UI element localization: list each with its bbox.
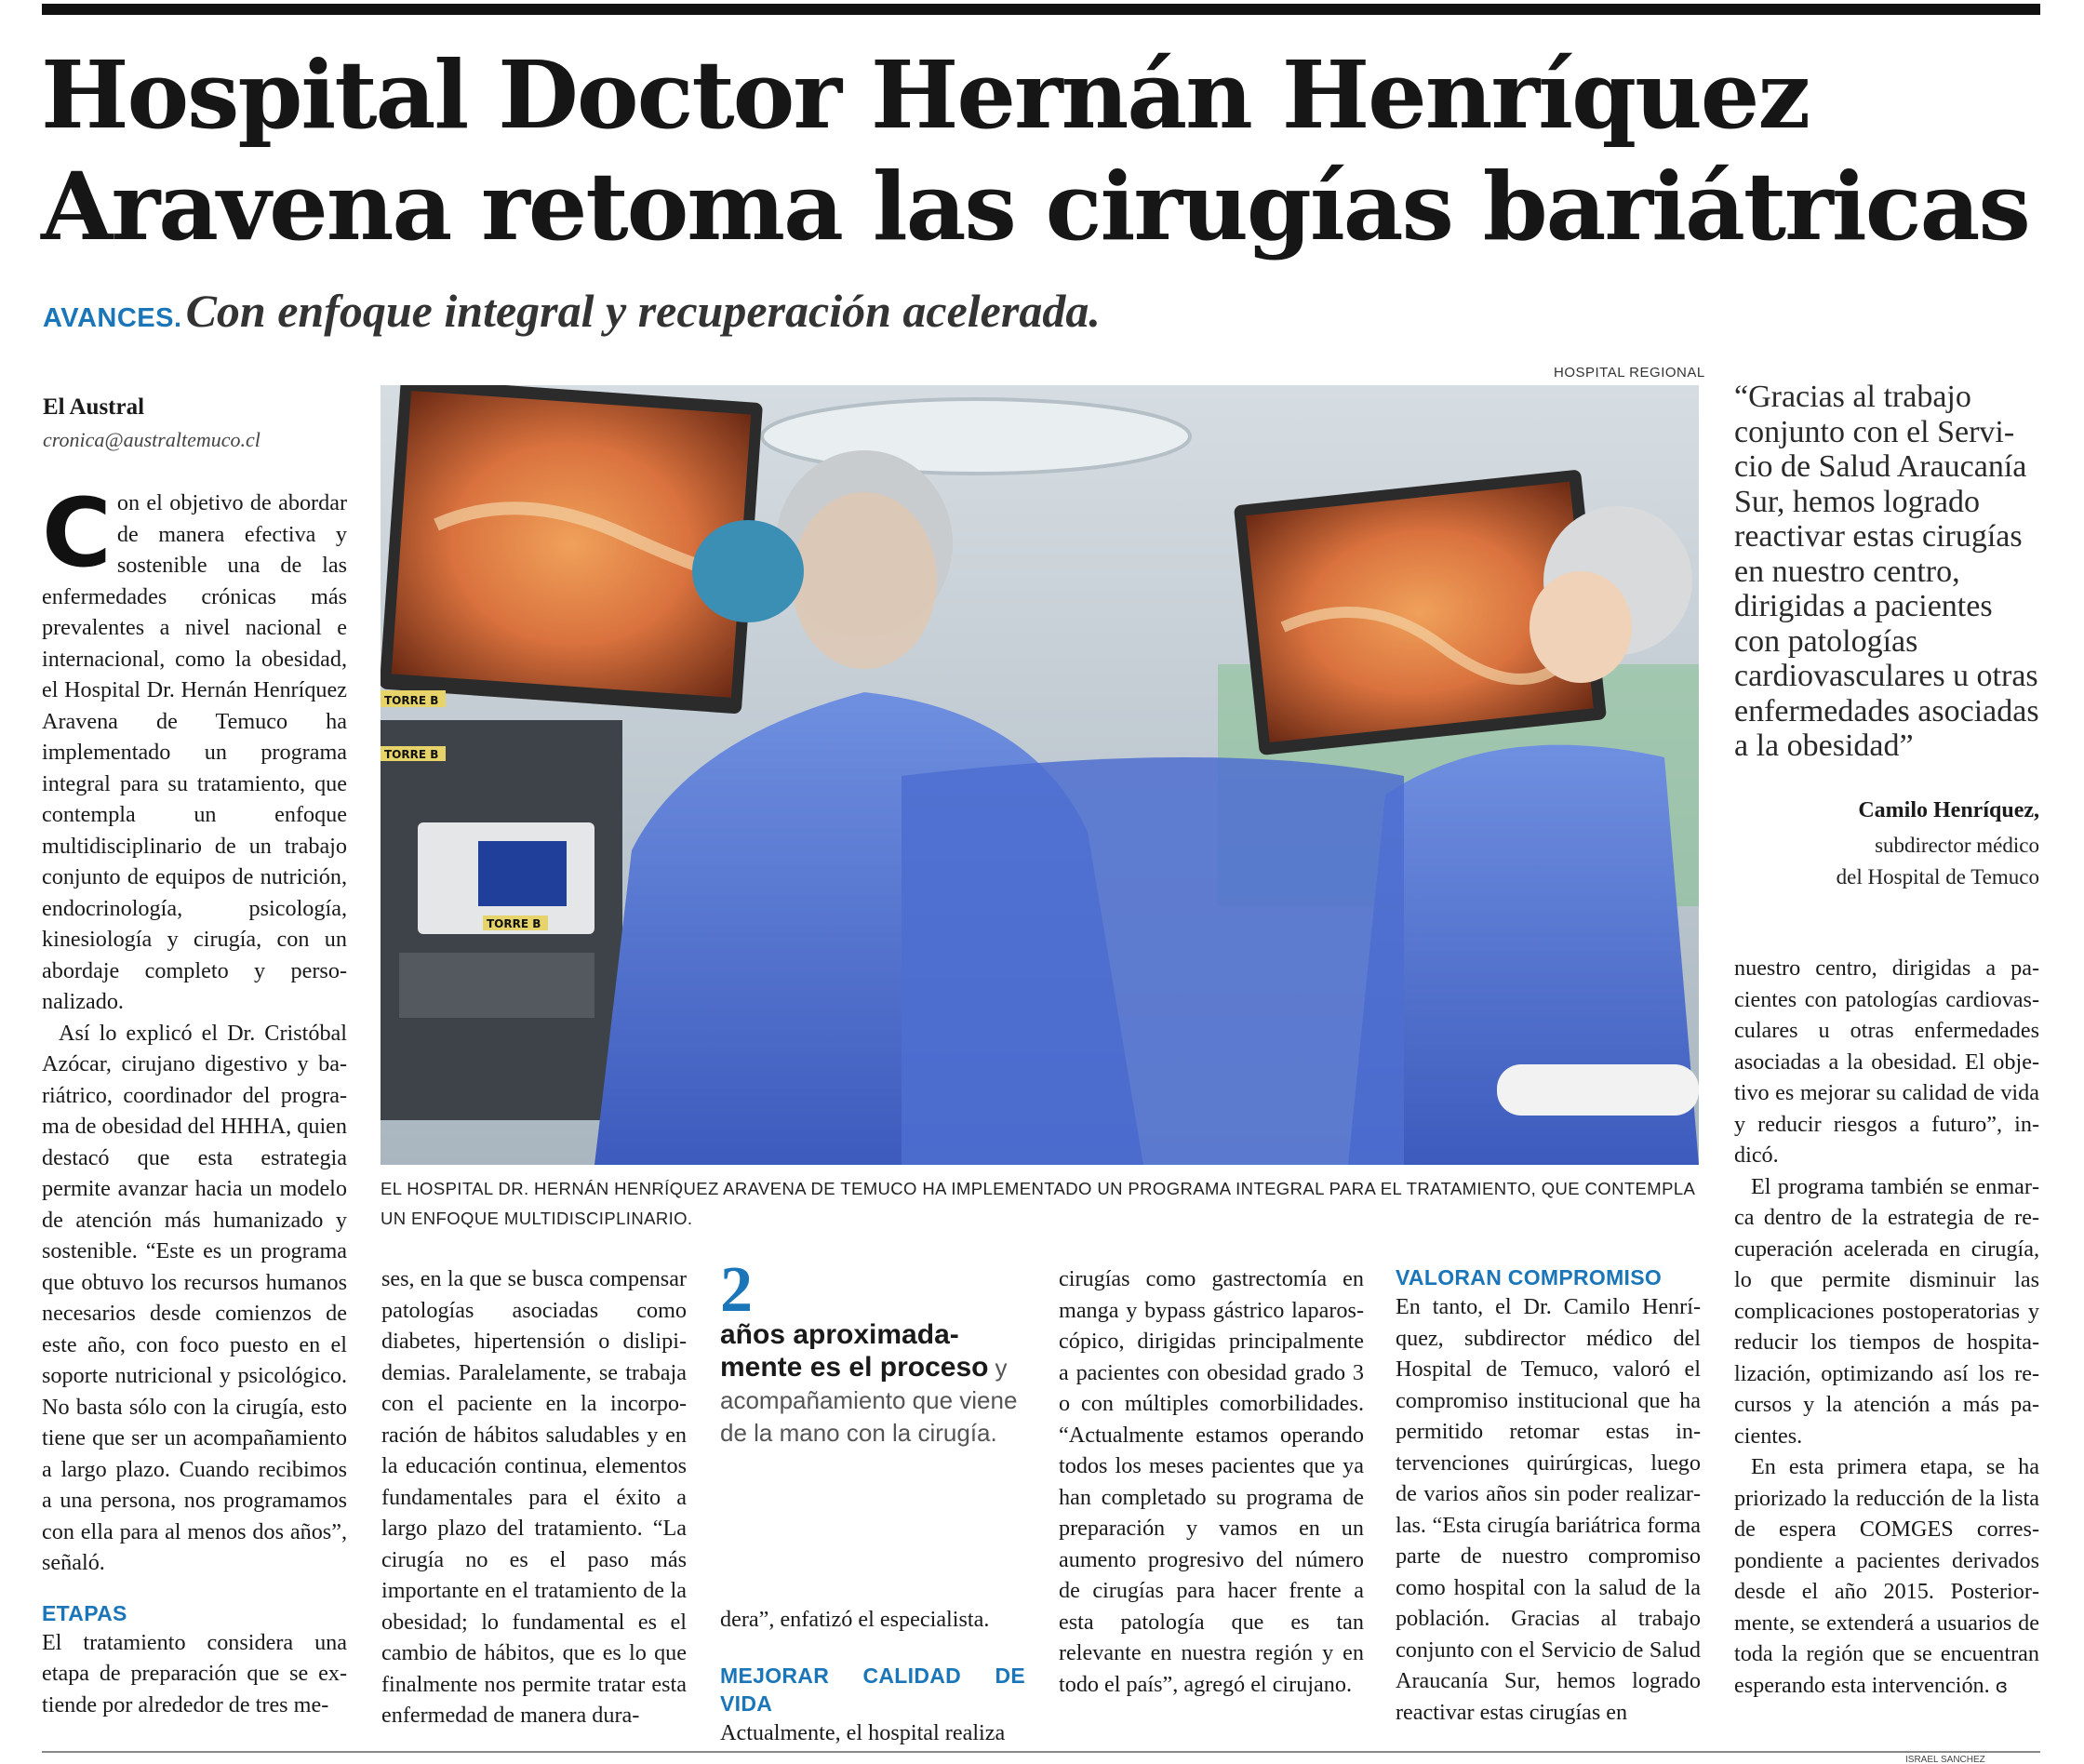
byline-email[interactable]: cronica@australtemuco.cl <box>43 428 260 451</box>
quote-role <box>1734 830 2039 893</box>
paragraph: El tratamiento considera una etapa de preparación que se extiende por alrededor de tres me- <box>42 1629 347 1717</box>
paragraph: Actualmente, el hospital realiza <box>720 1719 1006 1745</box>
column-5 <box>1396 1263 1701 1728</box>
photo-caption: EL HOSPITAL DR. HERNÁN HENRÍQUEZ ARAVENA DE TEMUCO HA IMPLEMENTADO UN PROGRAMA INTEGRAL PARA EL TRATAMIENTO, QUE CONTEMPLA UN ENFOQUE MULTIDISCIPLINARIO. <box>381 1179 1695 1228</box>
headline <box>41 39 2041 262</box>
bottom-rule <box>42 1751 2040 1753</box>
column-3 <box>720 1604 1025 1748</box>
column-6 <box>1734 953 2039 1702</box>
footer-photo-credit: ISRAEL SANCHEZ <box>1905 1755 1985 1764</box>
fact-light: y acompañamiento que viene de la mano con la cirugía. <box>720 1354 1018 1447</box>
column-1 <box>42 478 347 1720</box>
fact-box <box>720 1319 1027 1450</box>
pull-quote: “Gracias al trabajo conjunto con el Servicio de Salud Araucanía Sur, hemos logrado reactivar estas cirugías en nuestro centro, dirigidas a pacientes con patologías cardiovasculares u otras enfermedades asociadas a la obesidad” <box>1734 380 2039 763</box>
paragraph: Así lo explicó el Dr. Cristóbal Azócar, cirujano digestivo y bariátrico, coordinador del programa de obesidad del HHHA, quien destacó que esta estrategia permite avanzar hacia un modelo de atención más humanizado y sostenible. “Este es un programa que obtuvo los recursos humanos necesarios desde comienzos de este año, con foco puesto en el soporte nutricional y psicológico. No basta sólo con la cirugía, esto tiene que ser un acompañamiento a largo plazo. Cuando recibimos a una persona, nos programamos con ella para al menos dos años”, señaló. <box>42 1020 347 1575</box>
top-rule <box>42 4 2040 15</box>
subhead-etapas: ETAPAS <box>42 1600 127 1625</box>
photo-credit: HOSPITAL REGIONAL <box>1554 365 1705 381</box>
operating-room-illustration <box>381 385 1699 1165</box>
end-mark-icon: ɞ <box>1995 1674 2009 1697</box>
paragraph: ses, en la que se busca compensar patologías asociadas como diabetes, hipertensión o dislipidemias. Paralelamente, se trabaja con el paciente en la incorporación de hábitos saludables y en la educación continua, elementos fundamentales para el éxito a largo plazo del tratamiento. “La cirugía no es el paso más importante en el tratamiento de la obesidad; lo fundamental es el cambio de hábitos, que es lo que finalmente nos permite tratar esta enfermedad de manera dura- <box>381 1266 687 1728</box>
deck <box>43 284 1531 338</box>
column-2 <box>381 1263 687 1731</box>
kicker: AVANCES. <box>43 303 182 333</box>
tower-label-3-text: TORRE B <box>487 917 541 930</box>
headline-line-1: Hospital Doctor Hernán Henríquez <box>41 40 1810 150</box>
drop-cap: C <box>42 478 112 589</box>
quote-author: Camilo Henríquez, <box>1858 798 2039 822</box>
paragraph: dera”, enfatizó el especialista. <box>720 1607 990 1632</box>
paragraph: En esta primera etapa, se ha priorizado la reducción de la lista de espera COMGES correspondiente a pacientes derivados desde el año 2015. Posteriormente, se extenderá a usuarios de toda la región que se encuentran esperando esta intervención. ɞ <box>1734 1454 2039 1698</box>
subhead-compromiso: VALORAN COMPROMISO <box>1396 1265 1663 1290</box>
paragraph: cirugías como gastrectomía en manga y bypass gástrico laparoscópico, dirigidas principalmente a pacientes con obesidad grado 3 o con múltiples comorbilidades. “Actualmente estamos operando todos los meses pacientes que ya han completado su programa de preparación y vamos en un aumento progresivo del número de cirugías para hacer frente a esta patología que es tan relevante en nuestra región y en todo el país”, agregó el cirujano. <box>1059 1266 1364 1697</box>
byline-author: El Austral <box>43 394 145 420</box>
subtitle: Con enfoque integral y recuperación acelerada. <box>185 285 1101 337</box>
quote-role-line-1: subdirector médico <box>1875 834 2039 857</box>
tower-label-2-text: TORRE B <box>384 748 439 761</box>
paragraph: En tanto, el Dr. Camilo Henríquez, subdirector médico del Hospital de Temuco, valoró el compromiso institucional que ha permitido retomar estas intervenciones quirúrgicas, luego de varios años sin poder realizarlas. “Esta cirugía bariátrica forma parte de nuestro compromiso como hospital con la salud de la población. Gracias al trabajo conjunto con el Servicio de Salud Araucanía Sur, hemos logrado reactivar estas cirugías en <box>1396 1294 1701 1725</box>
paragraph: nuestro centro, dirigidas a pacientes con patologías cardiovasculares u otras enfermedades asociadas a la obesidad. El objetivo es mejorar su calidad de vida y reducir riesgos a futuro”, indicó. <box>1734 956 2039 1168</box>
surgery-photo <box>381 385 1699 1165</box>
paragraph: Con el objetivo de abordar de manera efectiva y sostenible una de las enfermedades crónicas más prevalentes a nivel nacional e internacional, como la obesidad, el Hospital Dr. Hernán Henríquez Aravena de Temuco ha implementado un programa integral para su tratamiento, que contempla un enfoque multidisciplinario de un trabajo conjunto de equipos de nutrición, endocrinología, psicología, kinesiología y cirugía, con un abordaje completo y personalizado. <box>42 478 347 1014</box>
subhead-calidad-vida: MEJORAR CALIDAD DE VIDA <box>720 1663 1025 1716</box>
column-4 <box>1059 1263 1364 1700</box>
quote-role-line-2: del Hospital de Temuco <box>1836 865 2039 889</box>
fact-strong: años aproximadamente es el proceso <box>720 1319 989 1383</box>
tower-label-1-text: TORRE B <box>384 694 439 707</box>
fact-number: 2 <box>720 1254 753 1326</box>
paragraph: El programa también se enmarca dentro de la estrategia de recuperación acelerada en cirugía, lo que permite disminuir las complicaciones postoperatorias y reducir los tiempos de hospitalización, optimizando así los recursos y la atención a más pacientes. <box>1734 1173 2039 1449</box>
headline-line-2: Aravena retoma las cirugías bariátricas <box>41 152 2029 261</box>
